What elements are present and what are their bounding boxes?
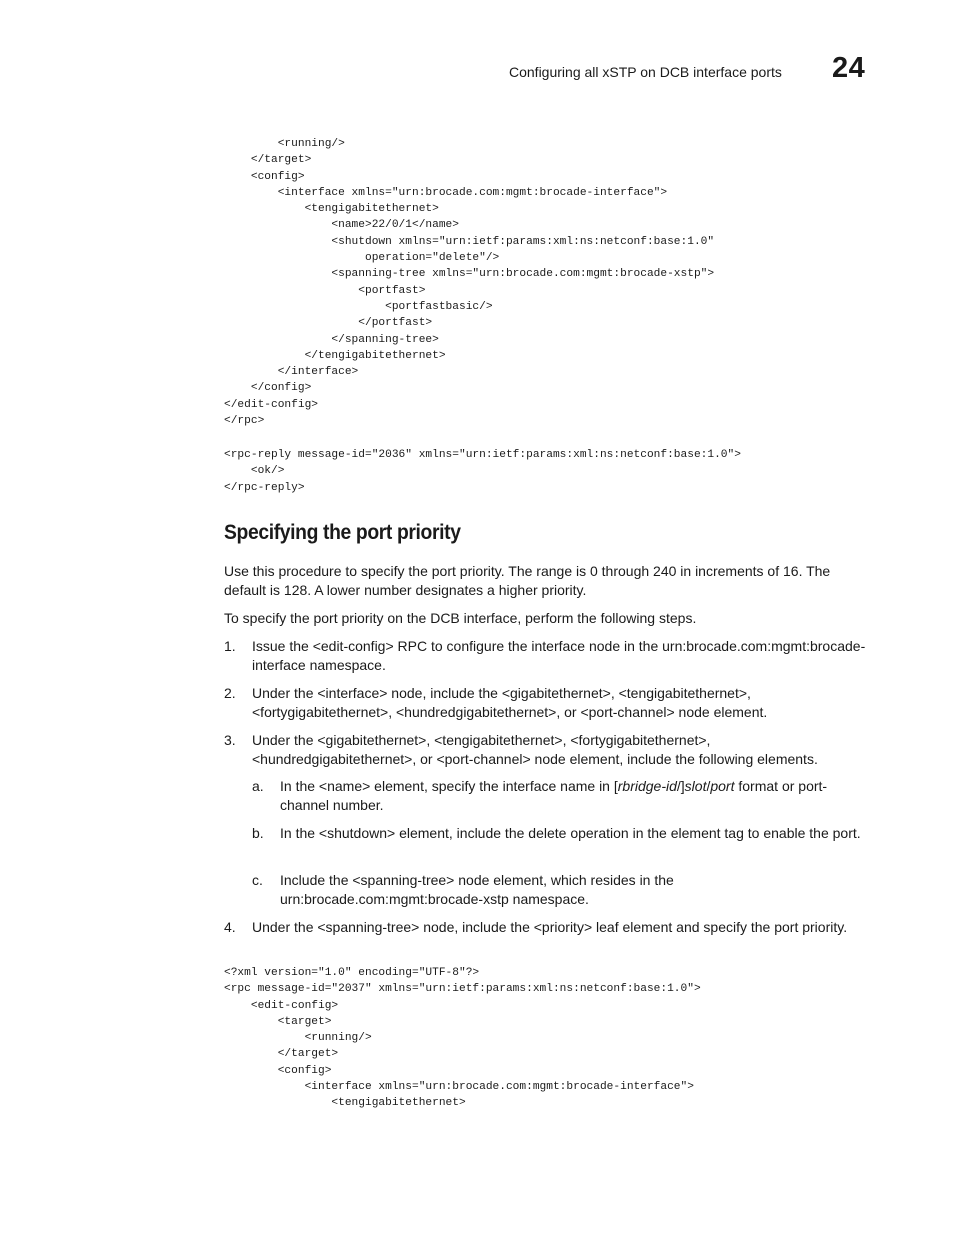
text-italic-slot: slot <box>684 778 707 794</box>
substep-c <box>252 871 870 909</box>
substep-text: In the <shutdown> element, include the delete operation in the element tag to enable the port. <box>280 825 861 841</box>
code-line: <config> <box>224 1064 332 1077</box>
code-line: </edit-config> <box>224 398 318 411</box>
step-4 <box>224 918 870 937</box>
step-number: 3. <box>224 732 236 748</box>
substep-b <box>252 824 870 843</box>
code-line: <?xml version="1.0" encoding="UTF-8"?> <box>224 967 480 979</box>
code-line: <rpc-reply message-id="2036" xmlns="urn:ietf:params:xml:ns:netconf:base:1.0"> <box>224 449 741 461</box>
code-line: </spanning-tree> <box>224 333 439 346</box>
step-number: 4. <box>224 919 236 935</box>
code-line: <tengigabitethernet> <box>224 203 439 216</box>
substep-text: Include the <spanning-tree> node element, which resides in the urn:brocade.com:mgmt:brocade-xstp namespace. <box>280 872 674 907</box>
code-line: <spanning-tree xmlns="urn:brocade.com:mgmt:brocade-xstp"> <box>224 268 715 281</box>
code-line: <interface xmlns="urn:brocade.com:mgmt:brocade-interface"> <box>224 1081 694 1094</box>
substep-letter: c. <box>252 872 263 888</box>
step-text: Under the <gigabitethernet>, <tengigabitethernet>, <fortygigabitethernet>, <hundredgigabitethernet>, or <port-channel> node element, include the following elements. <box>252 732 818 767</box>
code-line: </target> <box>224 1048 339 1061</box>
code-line: <portfastbasic/> <box>224 300 493 313</box>
step-number: 2. <box>224 685 236 701</box>
code-line: </rpc-reply> <box>224 481 305 494</box>
code-line: <running/> <box>224 1032 372 1045</box>
code-line: </target> <box>224 154 312 167</box>
step-text: Under the <spanning-tree> node, include the <priority> leaf element and specify the port priority. <box>252 919 848 935</box>
code-line: <rpc message-id="2037" xmlns="urn:ietf:params:xml:ns:netconf:base:1.0"> <box>224 983 701 996</box>
step-number: 1. <box>224 638 236 654</box>
code-line: <ok/> <box>224 465 285 478</box>
code-line: <interface xmlns="urn:brocade.com:mgmt:brocade-interface"> <box>224 186 668 199</box>
step-text: Issue the <edit-config> RPC to configure the interface node in the urn:brocade.com:mgmt:brocade-interface namespace. <box>252 638 866 673</box>
running-head: Configuring all xSTP on DCB interface ports <box>509 64 782 80</box>
substep-letter: b. <box>252 825 264 841</box>
text-segment: /] <box>676 778 685 794</box>
chapter-number: 24 <box>832 52 866 84</box>
step-2 <box>224 684 870 722</box>
text-italic-rbridge-id: rbridge-id <box>617 778 677 794</box>
substep-text <box>280 777 870 815</box>
substep-letter: a. <box>252 778 264 794</box>
text-segment: format or port-channel number. <box>280 778 828 813</box>
code-line: <shutdown xmlns="urn:ietf:params:xml:ns:netconf:base:1.0" <box>224 235 715 248</box>
code-block-rpc-reply <box>224 447 741 496</box>
section-title: Specifying the port priority <box>224 521 461 544</box>
step-1 <box>224 637 870 675</box>
code-line: <config> <box>224 170 305 183</box>
text-segment: In the <name> element, specify the interface name in [ <box>280 778 618 794</box>
code-line: <target> <box>224 1015 332 1028</box>
intro-paragraph: Use this procedure to specify the port priority. The range is 0 through 240 in increments of 16. The default is 128. A lower number designates a higher priority. <box>224 563 831 598</box>
code-block-edit-config-tail <box>224 136 714 429</box>
code-line: <portfast> <box>224 284 426 297</box>
code-line: </portfast> <box>224 317 433 330</box>
step-text: Under the <interface> node, include the <gigabitethernet>, <tengigabitethernet>, <fortygigabitethernet>, <hundredgigabitethernet>, or <port-channel> node element. <box>252 685 768 720</box>
code-line: <tengigabitethernet> <box>224 1097 466 1110</box>
code-line: <running/> <box>224 138 345 150</box>
text-italic-port: port <box>710 778 735 794</box>
code-line: </rpc> <box>224 415 265 428</box>
code-line: </tengigabitethernet> <box>224 349 446 362</box>
lead-paragraph: To specify the port priority on the DCB interface, perform the following steps. <box>224 610 697 626</box>
code-line: </interface> <box>224 366 359 379</box>
code-line: <name>22/0/1</name> <box>224 219 459 232</box>
substep-a <box>252 777 870 815</box>
code-line: </config> <box>224 382 312 395</box>
step-3 <box>224 731 870 769</box>
code-line: <edit-config> <box>224 999 339 1012</box>
text-segment: / <box>706 778 711 794</box>
code-block-priority-rpc <box>224 965 701 1112</box>
code-line: operation="delete"/> <box>224 252 500 265</box>
